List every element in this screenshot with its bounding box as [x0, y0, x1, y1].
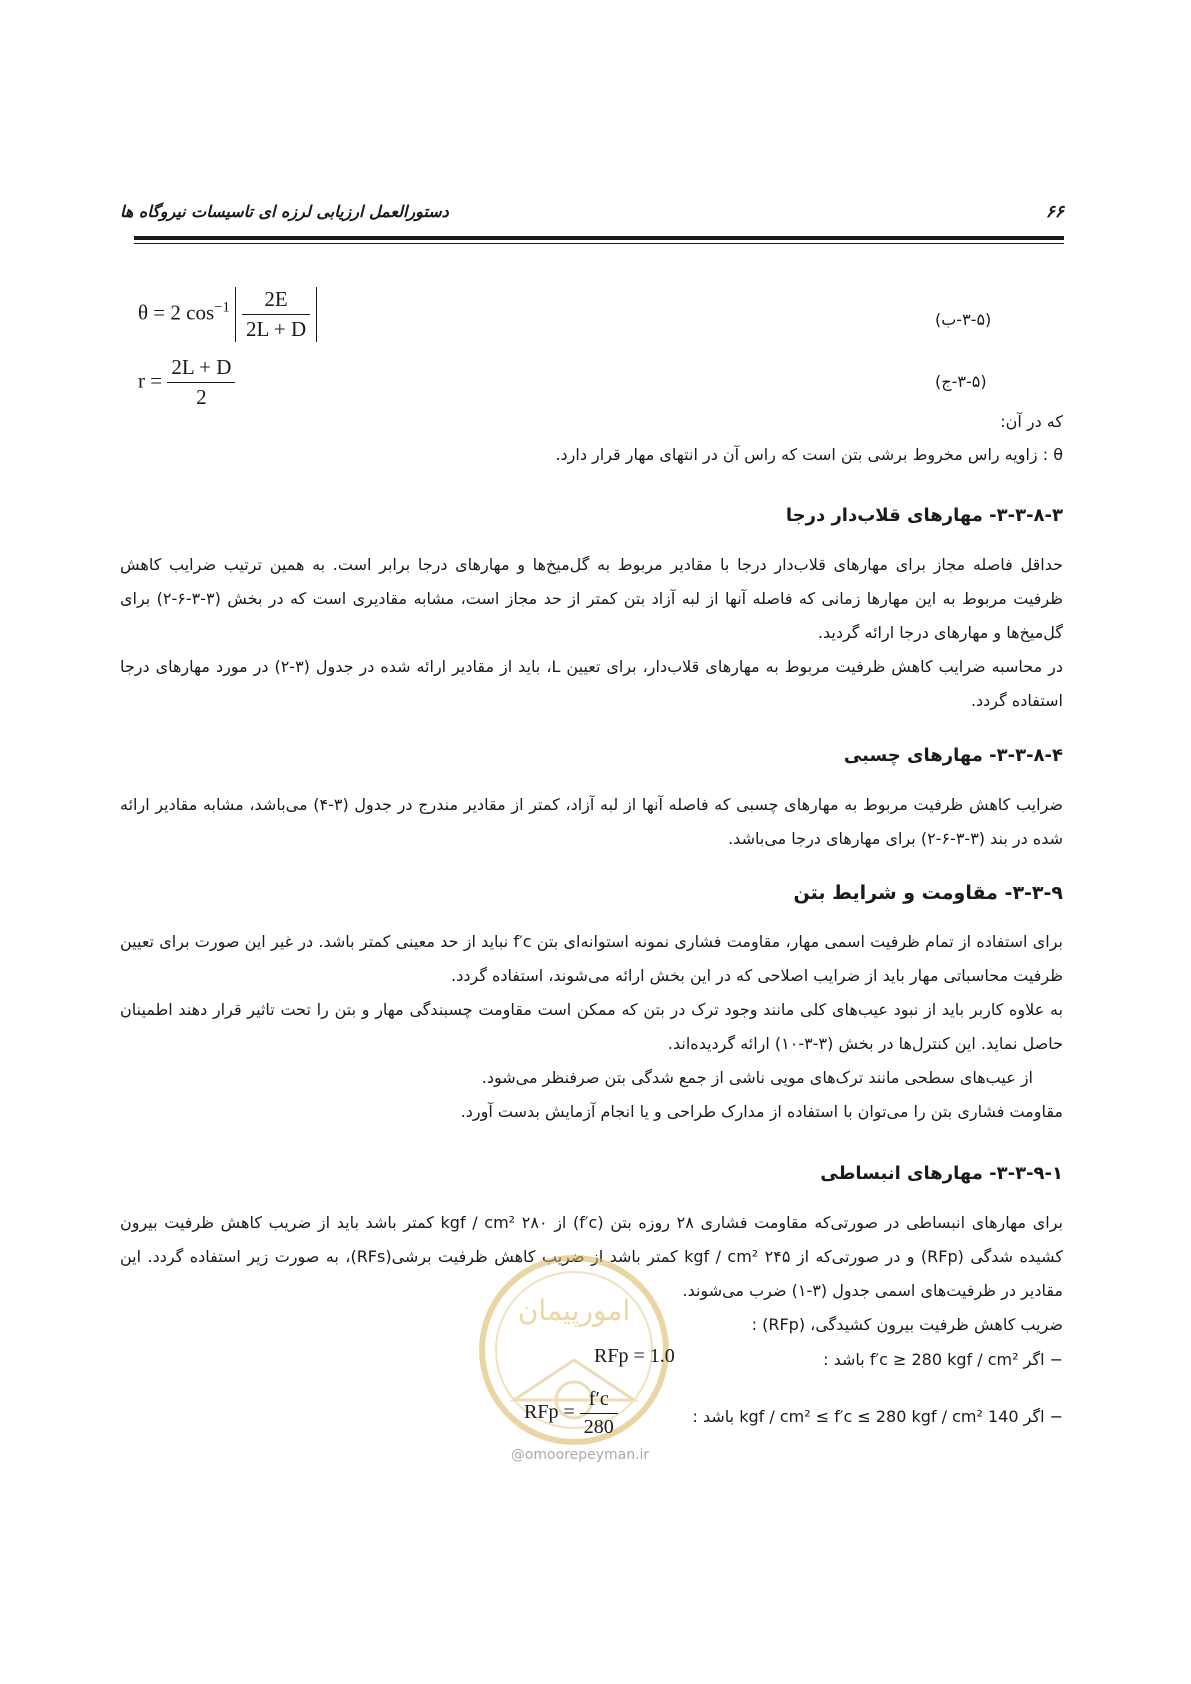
watermark-text: امورپیمان	[517, 1294, 631, 1327]
rf-label: ضریب کاهش ظرفیت بیرون کشیدگی، (RFp) :	[751, 1315, 1063, 1334]
section-heading: ۳-۳-۹-۱- مهارهای انبساطی	[820, 1163, 1063, 1184]
section-heading: ۳-۳-۹- مقاومت و شرایط بتن	[793, 882, 1063, 904]
paragraph: به علاوه کاربر باید از نبود عیب‌های کلی مانند وجود ترک در بتن که ممکن است مقاومت چسبندگی مهار و بتن را تحت تاثیر قرار دهند اطمینان حاصل نماید. این کنترل‌ها در بخش (۳-۳-۱۰) ارائه گردیده‌اند.	[120, 1000, 1063, 1053]
equation-lhs: r =	[138, 368, 163, 393]
paragraph: حداقل فاصله مجاز برای مهارهای قلاب‌دار درجا با مقادیر مربوط به گل‌میخ‌ها و مهارهای درجا برابر است. به همین ترتیب ضرایب کاهش ظرفیت مربوط به این مهارها زمانی که فاصله آنها از لبه آزاد بتن کمتر از حد مجاز است، مشابه مقادیری است که در بخش (۳-۳-۶-۲) برای گل‌میخ‌ها و مهارهای درجا ارائه گردید.	[120, 555, 1064, 642]
equation-r	[138, 355, 235, 410]
fraction-denominator: 2L + D	[242, 314, 310, 342]
fraction-denominator: 280	[580, 1413, 618, 1439]
header-rule-thick	[134, 236, 1064, 240]
equation-number: (۳-۵-ج)	[935, 372, 987, 391]
paragraph: مقاومت فشاری بتن را می‌توان با استفاده از مدارک طراحی و یا انجام آزمایش بدست آورد.	[460, 1102, 1063, 1121]
fraction-numerator: f′c	[588, 1388, 609, 1410]
fraction-denominator: 2	[167, 382, 235, 410]
paragraph: از عیب‌های سطحی مانند ترک‌های مویی ناشی از جمع شدگی بتن صرفنظر می‌شود.	[481, 1068, 1033, 1087]
fraction-numerator: 2E	[264, 287, 288, 311]
paragraph: برای استفاده از تمام ظرفیت اسمی مهار، مقاومت فشاری نمونه استوانه‌ای بتن f′c نباید از حد معینی کمتر باشد. در غیر این صورت برای تعیین ظرفیت محاسباتی مهار باید از ضرایب اصلاحی که در این بخش ارائه می‌شوند، استفاده گردد.	[120, 932, 1063, 985]
fraction-numerator: 2L + D	[171, 355, 232, 379]
page-number: ۶۶	[1045, 202, 1064, 222]
equation-number: (۳-۵-ب)	[935, 310, 992, 329]
fraction	[242, 287, 310, 342]
running-header-title: دستورالعمل ارزیابی لرزه ای تاسیسات نیروگاه ها	[120, 202, 449, 221]
equation-theta	[138, 287, 317, 342]
paragraph: در محاسبه ضرایب کاهش ظرفیت مربوط به مهارهای قلاب‌دار، برای تعیین L، باید از مقادیر ارائه شده در جدول (۳-۲) در مورد مهارهای درجا استفاده گردد.	[120, 657, 1064, 710]
where-label: که در آن:	[1000, 412, 1063, 431]
result-lhs: RFp =	[524, 1401, 575, 1424]
result-1: RFp = 1.0	[594, 1345, 675, 1367]
condition-2: − اگر 140 kgf / cm² ≤ f′c ≤ 280 kgf / cm² باشد :	[692, 1407, 1063, 1426]
square-brackets	[235, 287, 317, 342]
condition-1: − اگر f′c ≥ 280 kgf / cm² باشد :	[823, 1350, 1063, 1369]
header-rule-thin	[134, 243, 1064, 244]
fraction	[580, 1388, 618, 1439]
watermark-site: @omoorepeyman.ir	[510, 1447, 650, 1463]
paragraph: برای مهارهای انبساطی در صورتی‌که مقاومت فشاری ۲۸ روزه بتن (f′c) از ۲۸۰ kgf / cm² کمتر باشد باید از ضریب کاهش ظرفیت بیرون کشیده شدگی (RFp) و در صورتی‌که از ۲۴۵ kgf / cm² کمتر باشد از ضریب کاهش ظرفیت برشی(RFs)، به صورت زیر استفاده گردد. این مقادیر در ظرفیت‌های اسمی جدول (۳-۱) ضرب می‌شوند.	[120, 1213, 1064, 1300]
equation-superscript: −1	[214, 299, 230, 316]
fraction	[167, 355, 235, 410]
section-heading: ۳-۳-۸-۴- مهارهای چسبی	[843, 745, 1063, 766]
equation-lhs: θ = 2 cos	[138, 300, 215, 325]
section-heading: ۳-۳-۸-۳- مهارهای قلاب‌دار درجا	[785, 505, 1063, 526]
paragraph: ضرایب کاهش ظرفیت مربوط به مهارهای چسبی که فاصله آنها از لبه آزاد، کمتر از مقادیر مندرج در جدول (۳-۴) می‌باشد، مشابه مقادیر ارائه شده در بند (۳-۳-۶-۲) برای مهارهای درجا می‌باشد.	[120, 795, 1063, 848]
result-2	[524, 1388, 618, 1439]
theta-definition: θ : زاویه راس مخروط برشی بتن است که راس آن در انتهای مهار قرار دارد.	[555, 445, 1063, 464]
